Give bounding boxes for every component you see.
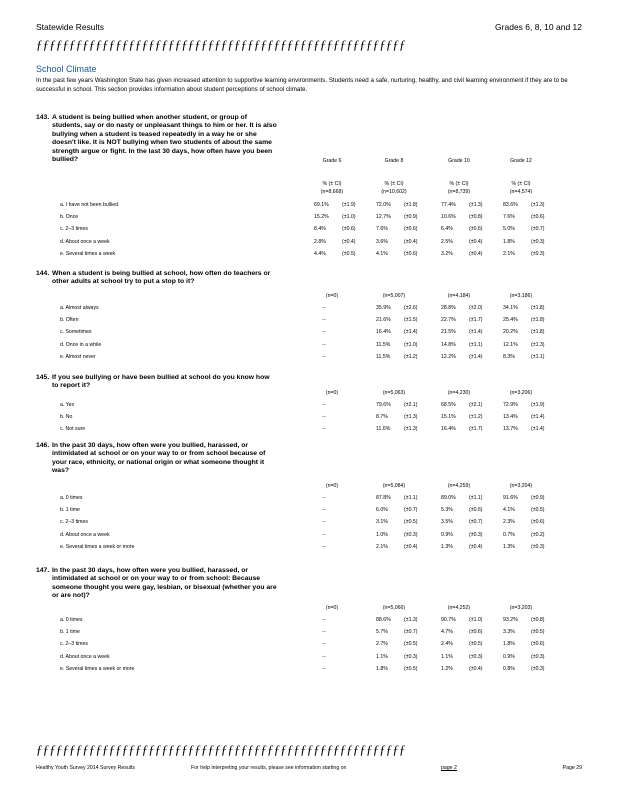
sample-size: (n=5,007) [382,293,406,299]
response-row [60,641,585,650]
percent-value: 11.6% [376,426,391,433]
response-row [60,329,585,338]
confidence-interval: (±1.9) [531,402,545,408]
confidence-interval: (±1.4) [469,353,483,360]
percent-value: 20.2% [503,329,518,336]
confidence-interval: (±0.6) [469,629,483,636]
percent-value: 2.8% [314,238,326,245]
percent-value: 34.1% [503,305,518,311]
response-label: d. About once a week [60,238,110,245]
confidence-interval: (±0.6) [531,519,545,526]
percent-value: 15.1% [441,414,456,421]
confidence-interval: (±0.3) [531,238,545,245]
intro-paragraph: In the past few years Washington State has given increased attention to supportive learning environments. Students need a safe, nurturing, healthy, and civil learning environment if they are to be successful in school. This section provides information about student perceptions of school climate. [36,77,568,93]
confidence-interval: (±0.3) [469,531,483,538]
confidence-interval: (±1.1) [404,495,418,501]
confidence-interval: (±1.0) [342,214,356,221]
confidence-interval: (±0.9) [531,495,545,501]
sample-size: (n=0) [325,605,339,611]
confidence-interval: (±1.3) [404,414,418,421]
percent-value: 13.7% [503,426,518,433]
confidence-interval: (±1.2) [404,353,418,360]
question-number: 144. [36,270,50,277]
confidence-interval: (±1.3) [404,617,418,623]
percent-value: 5.3% [441,507,453,514]
sample-size: (n=3,206) [509,390,533,396]
confidence-interval: (±1.3) [469,202,483,208]
confidence-interval: (±0.3) [404,653,418,660]
percent-value: -- [322,414,326,421]
response-row [60,317,585,326]
response-label: a. Yes [60,402,75,408]
percent-value: 2.1% [376,543,388,550]
section-title: School Climate [36,64,97,74]
confidence-interval: (±2.1) [469,402,483,408]
confidence-interval: (±0.3) [531,653,545,660]
sample-size: (n=5,063) [382,390,406,396]
percent-value: 2.7% [376,641,388,648]
confidence-interval: (±0.6) [531,214,545,221]
percent-value: 1.3% [503,543,515,550]
response-row [60,251,585,260]
footer-middle: For help interpreting your results, please see information starting on [191,765,347,771]
question-text: If you see bullying or have been bullied at school do you know how to report it? [52,374,270,390]
question-number: 146. [36,442,50,449]
confidence-interval: (±1.3) [404,426,418,433]
percent-value: 1.8% [503,641,515,648]
confidence-interval: (±0.2) [531,531,545,538]
confidence-interval: (±0.4) [469,665,483,672]
percent-value: -- [322,641,326,648]
sample-size: (n=3,204) [509,483,533,489]
percent-value: 15.2% [314,214,329,221]
percent-value: 0.9% [441,531,453,538]
response-label: b. 1 time [60,629,80,636]
response-row [60,495,585,504]
confidence-interval: (±0.6) [469,507,483,514]
confidence-interval: (±0.5) [531,507,545,514]
response-label: a. Almost always [60,305,99,311]
grade-column-header: Grade 10 [448,158,470,164]
percent-value: 3.3% [503,629,515,636]
percent-value: 2.3% [503,519,515,526]
response-label: e. Several times a week or more [60,665,135,672]
confidence-interval: (±0.6) [342,226,356,233]
response-row [60,239,585,248]
confidence-interval: (±1.1) [469,341,483,348]
percent-value: 35.9% [376,305,391,311]
percent-value: 12.2% [441,353,456,360]
percent-value: 21.6% [376,317,391,324]
response-label: d. About once a week [60,653,110,660]
percent-value: 3.2% [441,250,453,257]
grade-column-header: Grade 8 [384,158,404,164]
confidence-interval: (±1.2) [469,414,483,421]
percent-value: 69.1% [314,202,329,208]
percent-value: 16.4% [376,329,391,336]
percent-value: 4.4% [314,250,326,257]
confidence-interval: (±1.8) [404,202,418,208]
confidence-interval: (±1.8) [531,329,545,336]
question-text: When a student is being bullied at school, how often do teachers or other adults at school try to put a stop to it? [52,270,271,286]
sample-size: (n=4,230) [447,390,471,396]
percent-value: -- [322,665,326,672]
percent-value: 6.4% [441,226,453,233]
response-label: a. 0 times [60,617,83,623]
response-label: c. 2–3 times [60,519,88,526]
ci-column-header: % (± CI) [511,181,531,187]
response-row [60,666,585,675]
confidence-interval: (±0.5) [404,519,418,526]
confidence-interval: (±0.5) [531,629,545,636]
response-row [60,354,585,363]
confidence-interval: (±2.1) [404,402,418,408]
sample-size: (n=0) [325,483,339,489]
confidence-interval: (±0.4) [342,238,356,245]
percent-value: 88.6% [376,617,391,623]
response-label: a. I have not been bullied. [60,202,120,208]
percent-value: 3.1% [376,519,388,526]
confidence-interval: (±1.4) [531,426,545,433]
percent-value: 7.6% [376,226,388,233]
percent-value: 7.6% [503,214,515,221]
percent-value: 25.4% [503,317,518,324]
percent-value: -- [322,402,326,408]
sample-size: (n=0) [325,293,339,299]
confidence-interval: (±1.7) [469,317,483,324]
response-label: c. 2–3 times [60,641,88,648]
response-label: b. No [60,414,73,421]
ci-column-header: % (± CI) [384,181,404,187]
sample-size: (n=5,084) [382,483,406,489]
confidence-interval: (±1.4) [469,329,483,336]
sample-size: (n=10,602) [381,189,407,195]
response-row [60,226,585,235]
confidence-interval: (±1.0) [469,617,483,623]
confidence-interval: (±0.7) [404,507,418,514]
percent-value: 1.1% [376,653,388,660]
percent-value: 8.4% [314,226,326,233]
header-left: Statewide Results [36,22,105,32]
percent-value: -- [322,617,326,623]
response-label: b. 1 time [60,507,80,514]
confidence-interval: (±2.0) [469,305,483,311]
percent-value: 0.7% [503,531,515,538]
footer-page-number: Page 29 [562,765,582,771]
confidence-interval: (±1.0) [404,341,418,348]
confidence-interval: (±0.9) [404,214,418,221]
confidence-interval: (±0.6) [404,250,418,257]
confidence-interval: (±1.9) [342,202,356,208]
response-row [60,617,585,626]
response-label: e. Several times a week [60,250,116,257]
confidence-interval: (±0.4) [404,543,418,550]
grade-column-header: Grade 6 [322,158,342,164]
percent-value: 11.5% [376,341,391,348]
footer-page-link[interactable]: page 2 [441,765,457,771]
sample-size: (n=3,203) [509,605,533,611]
confidence-interval: (±0.3) [531,250,545,257]
percent-value: 1.2% [441,665,453,672]
response-row [60,629,585,638]
response-label: b. Once [60,214,79,221]
question-text: In the past 30 days, how often were you bullied, harassed, or intimidated at school or on your way to or from school because of your race, ethnicity, or national origin or what someone thought it was? [52,442,266,475]
response-row [60,402,585,411]
percent-value: -- [322,629,326,636]
header-rule: ƒƒƒƒƒƒƒƒƒƒƒƒƒƒƒƒƒƒƒƒƒƒƒƒƒƒƒƒƒƒƒƒƒƒƒƒƒƒƒƒƒƒƒƒƒƒƒƒƒƒƒƒƒƒƒƒ [36,37,406,52]
percent-value: 11.5% [376,353,391,360]
confidence-interval: (±1.5) [404,317,418,324]
response-row [60,202,585,211]
percent-value: 72.0% [376,202,391,208]
percent-value: -- [322,507,326,514]
percent-value: -- [322,329,326,336]
question-number: 145. [36,374,50,381]
response-label: a. 0 times [60,495,83,501]
response-label: d. Once in a while [60,341,102,348]
confidence-interval: (±0.3) [469,653,483,660]
percent-value: 0.9% [503,653,515,660]
percent-value: 79.6% [376,402,391,408]
sample-size: (n=4,574) [509,189,533,195]
percent-value: -- [322,426,326,433]
percent-value: 87.8% [376,495,391,501]
confidence-interval: (±1.3) [531,202,545,208]
percent-value: -- [322,495,326,501]
grade-column-header: Grade 12 [510,158,532,164]
percent-value: 8.3% [503,353,515,360]
response-row [60,532,585,541]
percent-value: 1.3% [441,543,453,550]
percent-value: 6.0% [376,507,388,514]
percent-value: 1.8% [503,238,515,245]
percent-value: 72.9% [503,402,518,408]
sample-size: (n=5,066) [382,605,406,611]
response-row [60,305,585,314]
percent-value: 3.5% [441,519,453,526]
question-text: In the past 30 days, how often were you bullied, harassed, or intimidated at school or on your way to or from school: Because someone thought you were gay, lesbian, or bisexual (whether you are or are not)? [52,567,277,600]
ci-column-header: % (± CI) [322,181,342,187]
confidence-interval: (±1.7) [469,426,483,433]
confidence-interval: (±1.4) [404,329,418,336]
footer-rule: ƒƒƒƒƒƒƒƒƒƒƒƒƒƒƒƒƒƒƒƒƒƒƒƒƒƒƒƒƒƒƒƒƒƒƒƒƒƒƒƒƒƒƒƒƒƒƒƒƒƒƒƒƒƒƒƒ [36,742,406,757]
percent-value: -- [322,531,326,538]
confidence-interval: (±1.3) [531,341,545,348]
response-row [60,654,585,663]
response-label: b. Often [60,317,79,324]
percent-value: 93.2% [503,617,518,623]
response-label: c. 2–3 times [60,226,88,233]
confidence-interval: (±0.5) [342,250,356,257]
percent-value: -- [322,543,326,550]
percent-value: 8.7% [376,414,388,421]
response-row [60,519,585,528]
percent-value: 77.4% [441,202,456,208]
response-row [60,342,585,351]
percent-value: 28.8% [441,305,456,311]
percent-value: -- [322,519,326,526]
percent-value: 2.5% [441,238,453,245]
confidence-interval: (±0.4) [404,238,418,245]
percent-value: -- [322,341,326,348]
percent-value: -- [322,353,326,360]
confidence-interval: (±1.8) [531,305,545,311]
response-row [60,414,585,423]
question-number: 143. [36,114,50,121]
ci-column-header: % (± CI) [449,181,469,187]
confidence-interval: (±0.6) [469,226,483,233]
percent-value: 1.0% [376,531,388,538]
percent-value: 2.1% [503,250,515,257]
confidence-interval: (±0.3) [531,665,545,672]
percent-value: 5.7% [376,629,388,636]
response-label: e. Several times a week or more [60,543,135,550]
question-number: 147. [36,567,50,574]
response-label: c. Sometimes [60,329,92,336]
response-label: e. Almost never [60,353,96,360]
sample-size: (n=4,259) [447,483,471,489]
response-label: c. Not sure [60,426,86,433]
confidence-interval: (±2.6) [404,305,418,311]
percent-value: -- [322,317,326,324]
header-right: Grades 6, 8, 10 and 12 [495,22,582,32]
confidence-interval: (±0.6) [531,641,545,648]
percent-value: 0.8% [503,665,515,672]
percent-value: 16.4% [441,426,456,433]
confidence-interval: (±0.8) [469,214,483,221]
percent-value: 4.7% [441,629,453,636]
confidence-interval: (±1.1) [469,495,483,501]
percent-value: 1.8% [376,665,388,672]
confidence-interval: (±0.4) [469,543,483,550]
response-row [60,544,585,553]
confidence-interval: (±0.5) [404,665,418,672]
percent-value: 4.1% [503,507,515,514]
confidence-interval: (±0.8) [531,617,545,623]
response-label: d. About once a week [60,531,110,538]
confidence-interval: (±0.5) [404,641,418,648]
confidence-interval: (±0.7) [404,629,418,636]
percent-value: 5.0% [503,226,515,233]
response-row [60,507,585,516]
percent-value: 89.0% [441,495,456,501]
percent-value: 12.7% [376,214,391,221]
percent-value: 68.5% [441,402,456,408]
sample-size: (n=4,252) [447,605,471,611]
confidence-interval: (±0.5) [469,641,483,648]
percent-value: 2.4% [441,641,453,648]
percent-value: 1.1% [441,653,453,660]
percent-value: 4.1% [376,250,388,257]
confidence-interval: (±0.3) [531,543,545,550]
sample-size: (n=4,184) [447,293,471,299]
percent-value: 91.6% [503,495,518,501]
percent-value: 21.5% [441,329,456,336]
footer-left: Healthy Youth Survey 2014 Survey Results [36,765,135,771]
confidence-interval: (±1.1) [531,353,545,360]
confidence-interval: (±1.4) [531,414,545,421]
percent-value: 83.6% [503,202,518,208]
confidence-interval: (±0.3) [404,531,418,538]
sample-size: (n=8,739) [447,189,471,195]
percent-value: 12.1% [503,341,518,348]
response-row [60,214,585,223]
response-row [60,426,585,435]
sample-size: (n=3,186) [509,293,533,299]
percent-value: 13.4% [503,414,518,421]
sample-size: (n=0) [325,390,339,396]
question-text: A student is being bullied when another student, or group of students, say or do nasty or unpleasant things to him or her. It is also bullying when a student is teased repeatedly in a way he or she doesn't like. It is NOT bullying when two students of about the same strength argue or fight. In the last 30 days, how often have you been bullied? [52,114,277,164]
percent-value: -- [322,653,326,660]
percent-value: 14.8% [441,341,456,348]
confidence-interval: (±1.8) [531,317,545,324]
percent-value: -- [322,305,326,311]
confidence-interval: (±0.6) [404,226,418,233]
confidence-interval: (±0.4) [469,250,483,257]
percent-value: 22.7% [441,317,456,324]
confidence-interval: (±0.7) [469,519,483,526]
sample-size: (n=8,668) [320,189,344,195]
confidence-interval: (±0.4) [469,238,483,245]
percent-value: 10.6% [441,214,456,221]
percent-value: 90.7% [441,617,456,623]
confidence-interval: (±0.7) [531,226,545,233]
percent-value: 3.6% [376,238,388,245]
